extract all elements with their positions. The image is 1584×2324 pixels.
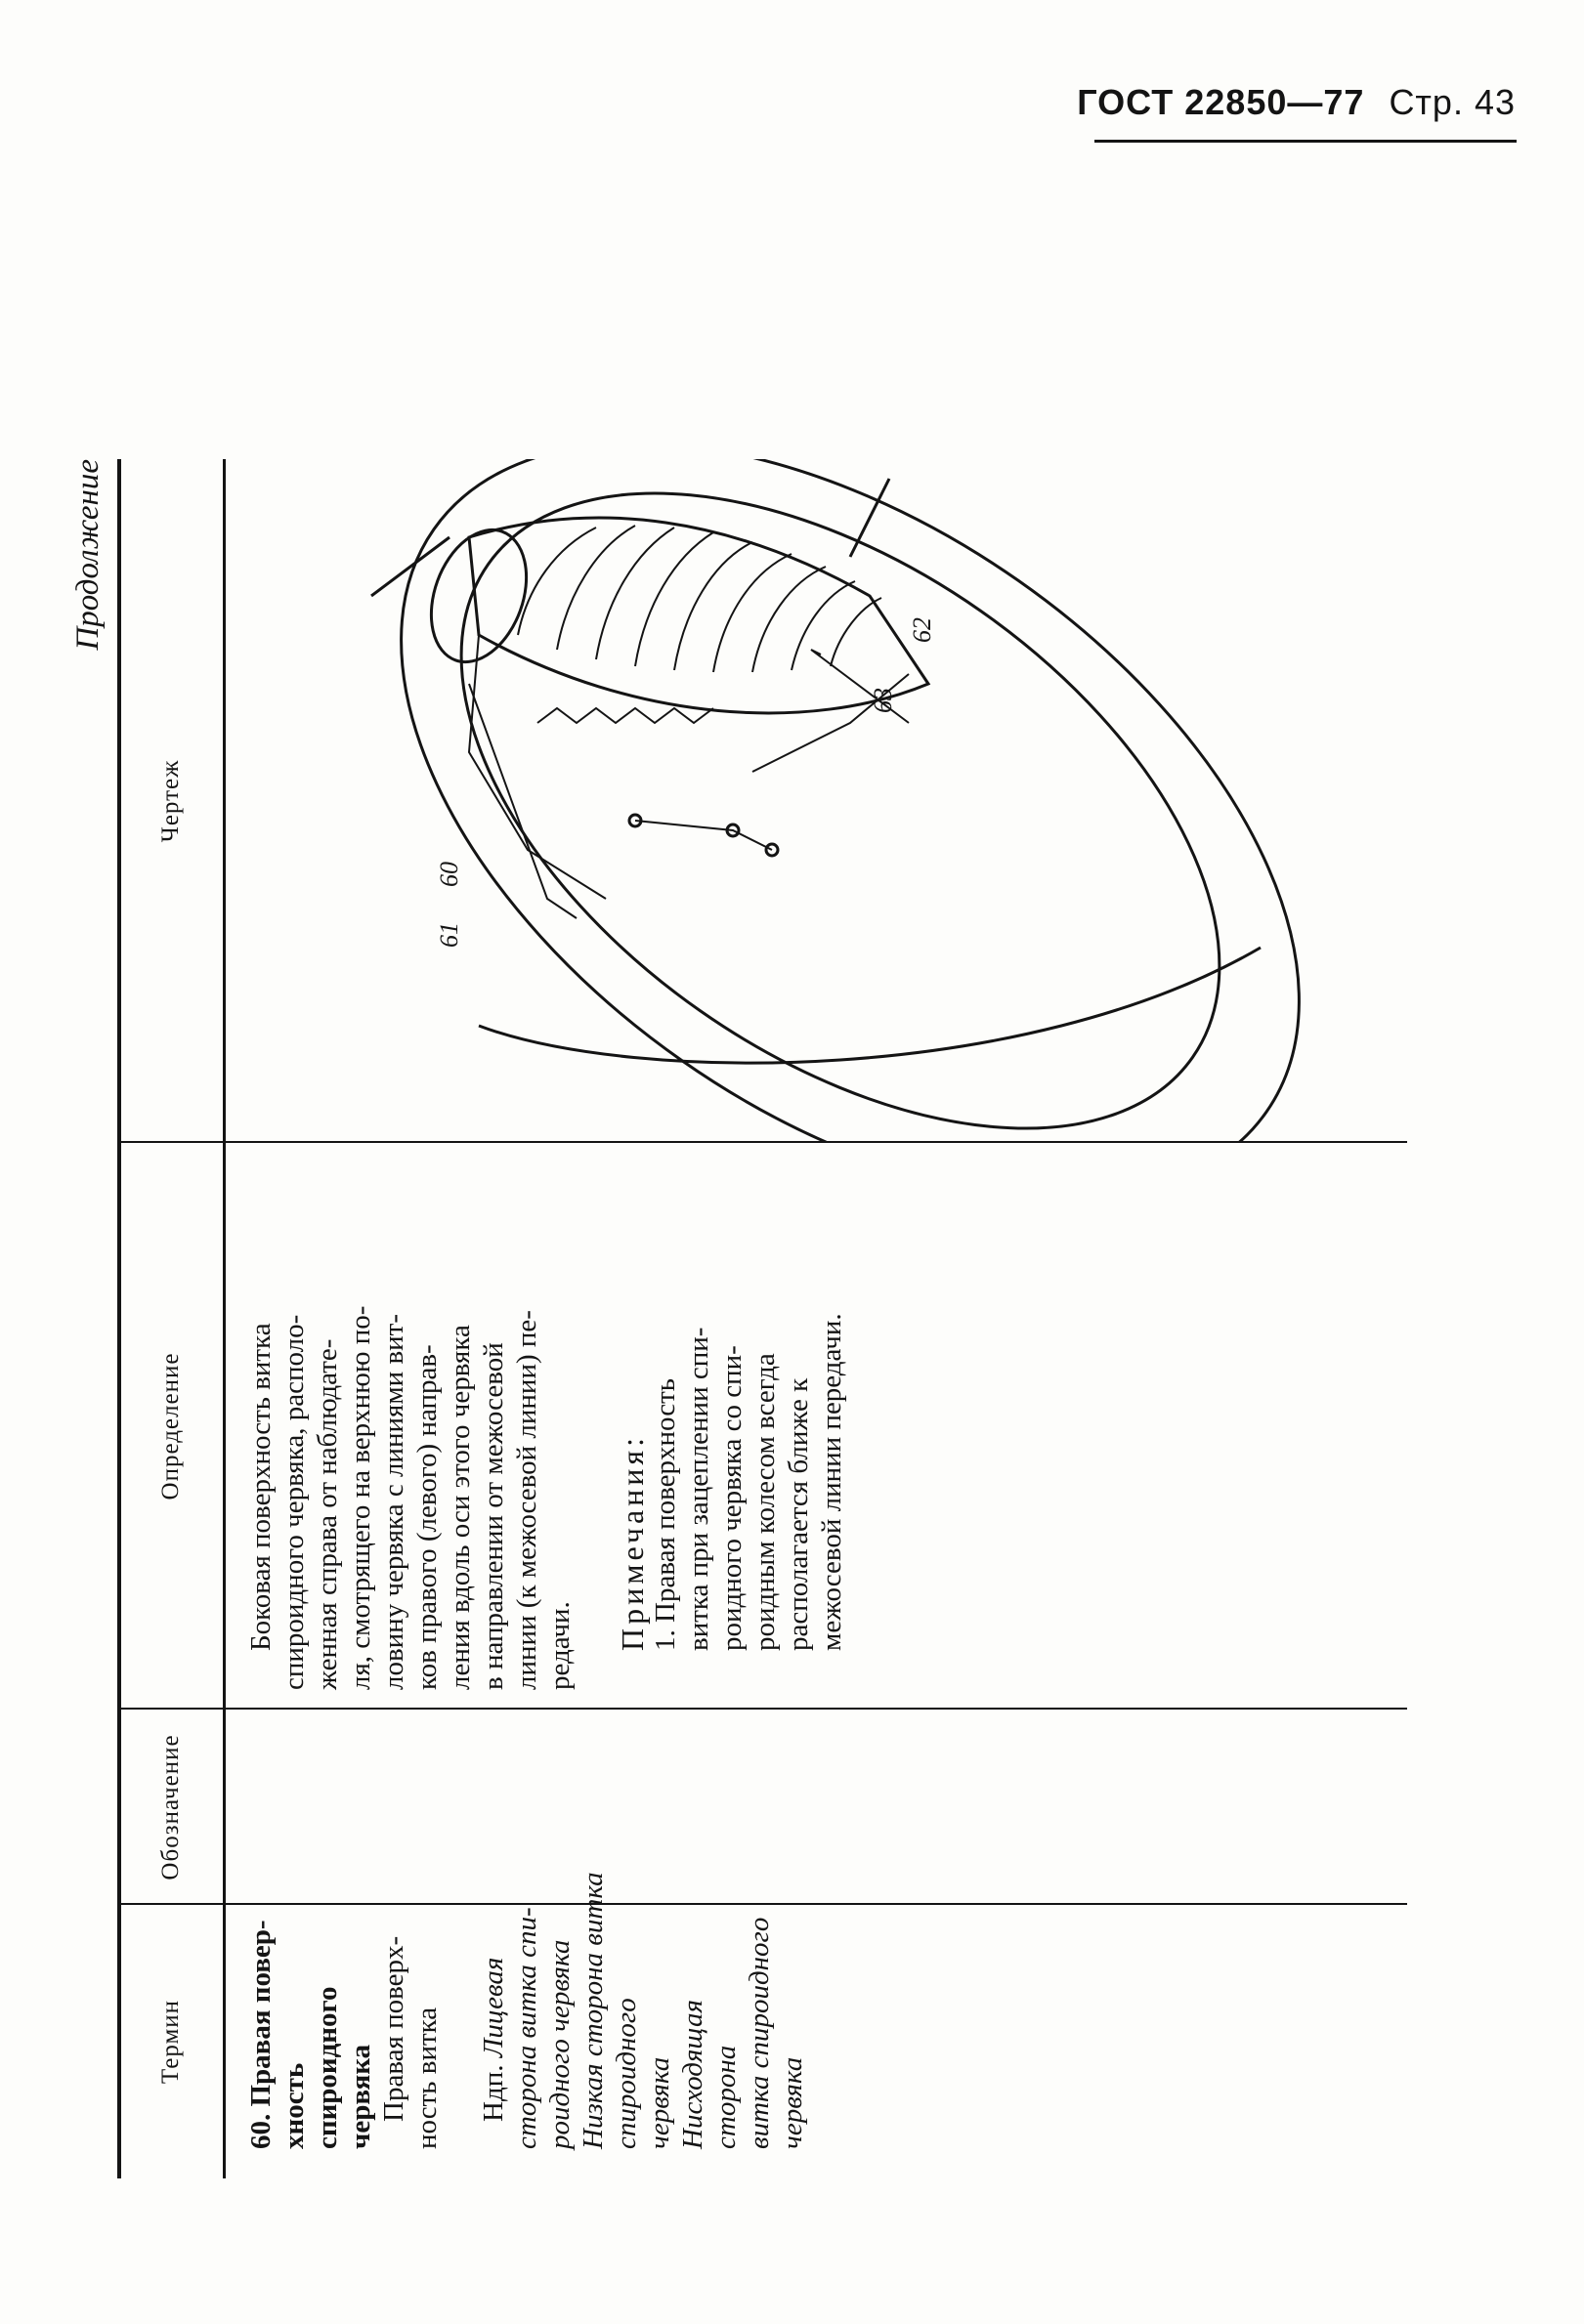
notes-title: Примечания:: [615, 1433, 650, 1651]
wheel-rim-edge: [479, 948, 1261, 1063]
worm-body: [469, 518, 928, 713]
definition-line: спироидного червяка, располо-: [278, 1314, 310, 1690]
label-61: 61: [435, 922, 463, 948]
standard-number: ГОСТ 22850—77: [1077, 82, 1365, 122]
continuation-label: Продолжение: [70, 459, 106, 651]
term-ndp-line: Низкая сторона витка: [578, 1872, 609, 2149]
ndp-term: Лицевая: [478, 1957, 509, 2058]
rotated-table: [70, 459, 1407, 2178]
col-head-term: Термин: [157, 1999, 184, 2085]
col-sep-2: [117, 1708, 1407, 1710]
term-ndp-line: роидного червяка: [544, 1939, 576, 2149]
definition-line: линии (к межосевой линии) пе-: [511, 1310, 542, 1690]
term-ndp-line: [477, 1905, 510, 2149]
worm-threads: [518, 526, 881, 672]
term-ndp-line: спироидного червяка: [611, 1998, 675, 2149]
term-ndp-line: витка спироидного: [744, 1917, 775, 2149]
definition-line: ления вдоль оси этого червяка: [445, 1325, 476, 1690]
term-main-line: червяка: [345, 2044, 376, 2149]
worm-section: [414, 517, 543, 675]
definition-line: ловину червяка с линиями вит-: [378, 1314, 409, 1690]
definition-line: редачи.: [544, 1601, 576, 1690]
worm-gear-drawing: [225, 459, 1407, 1143]
link-rod: [635, 821, 772, 850]
worm-shaft: [371, 537, 450, 596]
term-ndp-line: Нисходящая сторона: [677, 2000, 742, 2149]
term-main-line: 60. Правая повер-: [245, 1920, 277, 2149]
col-head-designation: Обозначение: [157, 1734, 184, 1880]
page-number: Стр. 43: [1389, 82, 1516, 122]
col-head-drawing: Чертеж: [157, 759, 184, 843]
definition-line: в направлении от межосевой: [478, 1342, 509, 1690]
wheel-teeth: [537, 708, 713, 723]
definition-line: ля, смотрящего на верхнюю по-: [345, 1305, 376, 1690]
term-ndp-line: сторона витка спи-: [511, 1907, 542, 2149]
wheel-outer-ellipse: [266, 459, 1407, 1143]
definition-line: ков правого (левого) направ-: [411, 1344, 443, 1690]
note-line: роидным колесом всегда: [749, 1353, 781, 1651]
definition-line: женная справа от наблюдате-: [312, 1338, 343, 1690]
term-main-line: хность спироидного: [278, 1986, 343, 2149]
term-short-line: Правая поверх-: [378, 1935, 409, 2122]
note-line: межосевой линии передачи.: [816, 1313, 847, 1651]
label-63: 63: [869, 688, 897, 713]
note-line: витка при зацеплении спи-: [683, 1327, 714, 1651]
label-62: 62: [908, 617, 936, 643]
ndp-label: Ндп.: [478, 2064, 509, 2122]
leader-60: [469, 635, 606, 899]
term-cell: [244, 1872, 809, 2149]
header-rule: [1094, 140, 1517, 143]
term-short-line: ность витка: [411, 2007, 443, 2149]
term-ndp-line: червяка: [777, 2056, 808, 2149]
definition-cell: [244, 1153, 848, 1690]
note-line: роидного червяка со спи-: [716, 1345, 748, 1651]
note-line: 1. Правая поверхность: [650, 1377, 681, 1651]
wheel-inner-ellipse: [348, 459, 1333, 1143]
definition-line: Боковая поверхность витка: [245, 1323, 277, 1651]
page-header: [1077, 82, 1516, 123]
terms-table: [117, 459, 1407, 2178]
note-line: располагается ближе к: [783, 1377, 814, 1651]
col-head-definition: Определение: [157, 1352, 184, 1500]
label-60: 60: [435, 862, 463, 887]
